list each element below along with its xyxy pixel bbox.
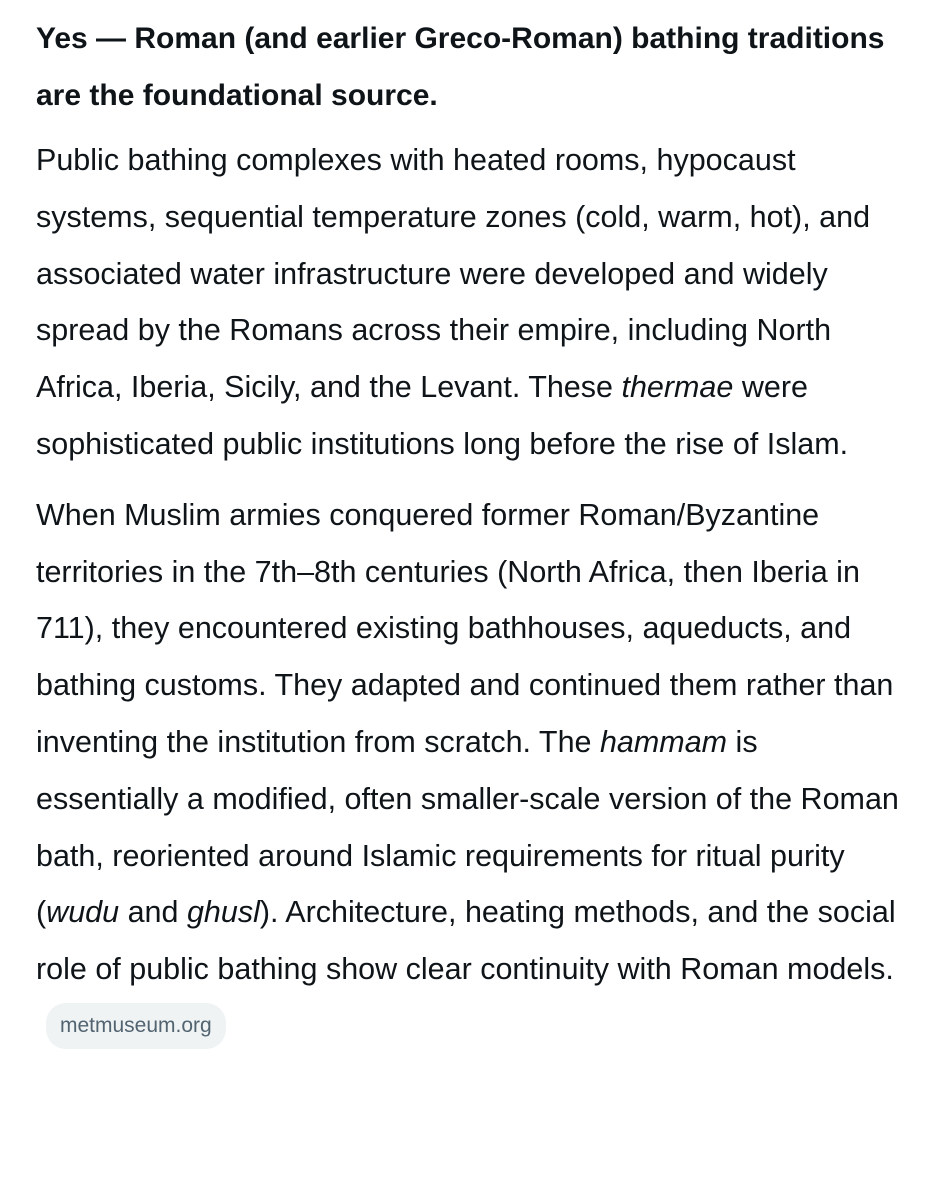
term-hammam: hammam: [599, 724, 728, 759]
paragraph-hammam: [36, 487, 906, 1055]
paragraph-thermae: [36, 132, 906, 473]
paragraph-thermae-text-2: were sophisticated public institutions long before the rise of Islam.: [36, 370, 849, 461]
paragraph-hammam-text-4: ). Architecture, heating methods, and the social role of public bathing show clear continuity with Roman models.: [36, 895, 896, 987]
paragraph-thermae-text-1: Public bathing complexes with heated rooms, hypocaust systems, sequential temperature zones (cold, warm, hot), and associated water infrastructure were developed and widely spread by the Romans across their empire, including North Africa, Iberia, Sicily, and the Levant. These: [36, 143, 871, 405]
response-content: [36, 10, 906, 1055]
paragraph-hammam-text-3: and: [119, 895, 187, 930]
term-wudu: wudu: [46, 895, 120, 930]
answer-heading: Yes — Roman (and earlier Greco-Roman) bathing traditions are the foundational source.: [36, 22, 885, 112]
paragraph-hammam-text-2: is essentially a modified, often smaller-scale version of the Roman bath, reoriented around Islamic requirements for ritual purity (: [36, 724, 899, 930]
paragraph-hammam-text-1: When Muslim armies conquered former Roman/Byzantine territories in the 7th–8th centuries (North Africa, then Iberia in 711), they encountered existing bathhouses, aqueducts, and bathing customs. They adapted and continued them rather than inventing the institution from scratch. The: [36, 497, 894, 759]
term-thermae: thermae: [621, 370, 734, 405]
citation-chip-metmuseum[interactable]: metmuseum.org: [46, 1003, 226, 1049]
term-ghusl: ghusl: [186, 895, 260, 930]
